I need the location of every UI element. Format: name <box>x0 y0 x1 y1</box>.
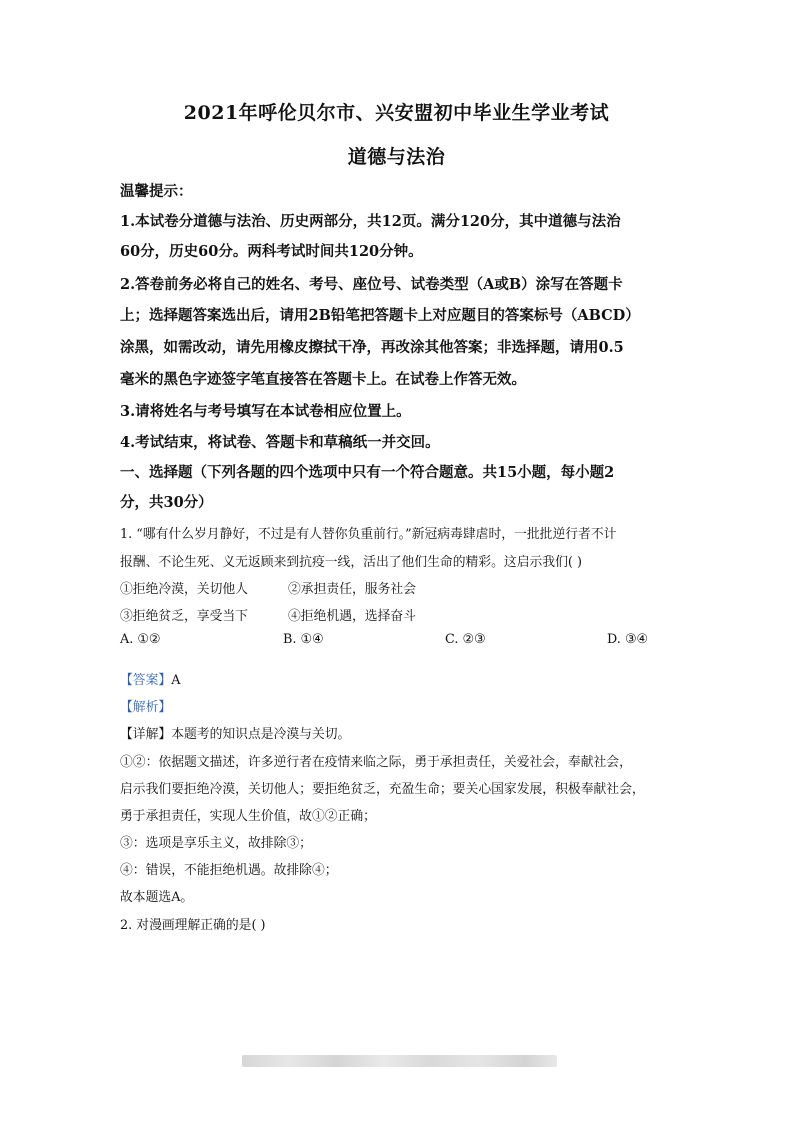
notice-line: 3.请将姓名与考号填写在本试卷相应位置上。 <box>120 403 411 420</box>
statement: ③拒绝贫乏，享受当下 <box>120 609 248 624</box>
detail-first: 本题考的知识点是冷漠与关切。 <box>171 727 351 742</box>
notice-line: 4.考试结束，将试卷、答题卡和草稿纸一并交回。 <box>120 434 440 451</box>
exam-subject: 道德与法治 <box>347 146 446 168</box>
notice-line: 上；选择题答案选出后，请用2B铅笔把答题卡上对应题目的答案标号（ABCD） <box>120 307 640 324</box>
question1-stem: 报酬、不论生死、义无返顾来到抗疫一线，活出了他们生命的精彩。这启示我们( ) <box>120 555 582 570</box>
answer-row <box>120 669 180 688</box>
statement: ②承担责任，服务社会 <box>288 582 416 597</box>
question1-stem: 1. “哪有什么岁月静好，不过是有人替你负重前行。”新冠病毒肆虐时，一批批逆行者不计 <box>120 527 617 542</box>
notice-line: 涂黑，如需改动，请先用橡皮擦拭干净，再改涂其他答案；非选择题，请用0.5 <box>120 339 624 356</box>
detail-line: ③：选项是享乐主义，故排除③； <box>120 836 312 851</box>
detail-line: ④：错误，不能拒绝机遇。故排除④； <box>120 863 338 878</box>
blurred-footer-watermark <box>242 1055 557 1067</box>
exam-title: 2021年呼伦贝尔市、兴安盟初中毕业生学业考试 <box>183 102 610 124</box>
section-heading-line: 一、选择题（下列各题的四个选项中只有一个符合题意。共15小题，每小题2 <box>120 464 615 481</box>
statement: ①拒绝冷漠，关切他人 <box>120 582 248 597</box>
detail-tag: 【详解】 <box>120 727 172 742</box>
option-b: B. ①④ <box>283 632 324 647</box>
option-d: D. ③④ <box>607 632 648 647</box>
section-heading-line: 分，共30分） <box>120 494 213 511</box>
detail-line: 勇于承担责任，实现人生价值，故①②正确； <box>120 809 376 824</box>
analysis-tag: 【解析】 <box>120 700 172 715</box>
notice-line: 60分，历史60分。两科考试时间共120分钟。 <box>120 243 423 260</box>
detail-line: 启示我们要拒绝冷漠，关切他人；要拒绝贫乏，充盈生命；要关心国家发展，积极奉献社会， <box>120 782 645 797</box>
notice-line: 毫米的黑色字迹签字笔直接答在答题卡上。在试卷上作答无效。 <box>120 371 526 388</box>
notice-line: 1.本试卷分道德与法治、历史两部分，共12页。满分120分，其中道德与法治 <box>120 213 621 230</box>
option-c: C. ②③ <box>445 632 486 647</box>
statement: ④拒绝机遇，选择奋斗 <box>288 609 416 624</box>
detail-line: 故本题选A。 <box>120 890 194 905</box>
answer-tag: 【答案】 <box>120 673 172 688</box>
notice-line: 2.答卷前务必将自己的姓名、考号、座位号、试卷类型（A或B）涂写在答题卡 <box>120 276 623 293</box>
detail-line: ①②：依据题文描述，许多逆行者在疫情来临之际，勇于承担责任，关爱社会，奉献社会， <box>120 755 632 770</box>
option-a: A. ①② <box>120 632 161 647</box>
answer-value: A <box>171 673 181 688</box>
detail-row <box>120 723 350 742</box>
question2-stem: 2. 对漫画理解正确的是( ) <box>120 918 266 933</box>
notice-heading: 温馨提示： <box>120 183 193 200</box>
